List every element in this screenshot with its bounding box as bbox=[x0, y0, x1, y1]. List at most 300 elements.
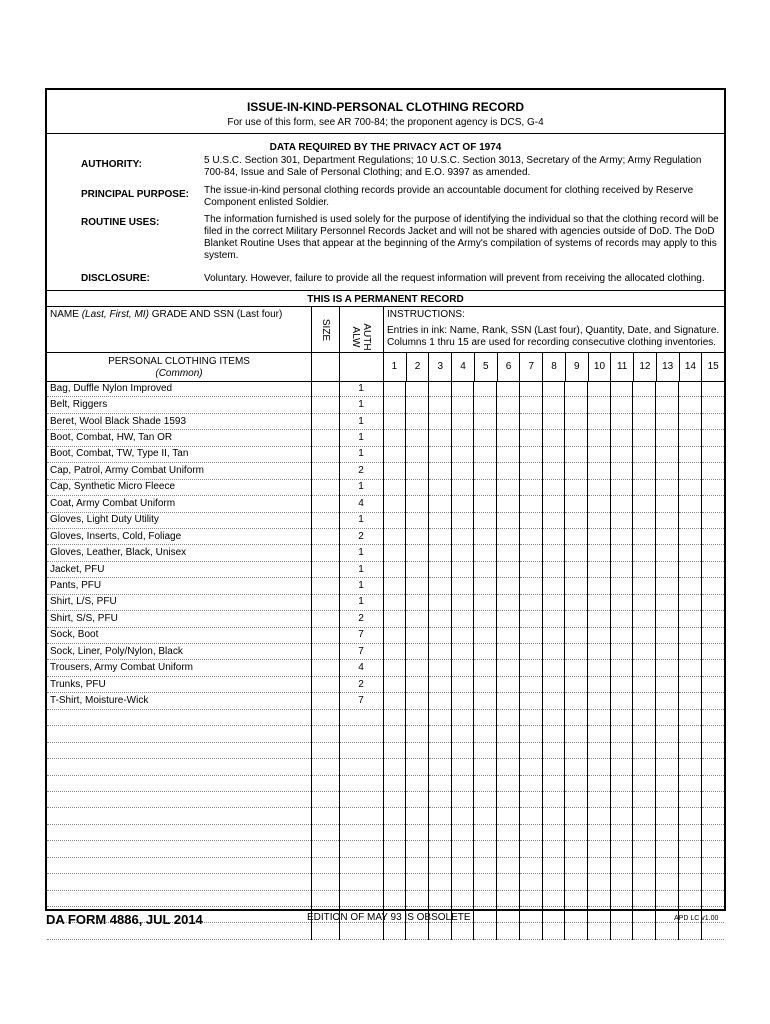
inventory-cell[interactable] bbox=[519, 463, 542, 479]
inventory-cell[interactable] bbox=[587, 545, 610, 561]
inventory-cell[interactable] bbox=[542, 890, 565, 906]
inventory-cell[interactable] bbox=[406, 627, 429, 643]
inventory-cell[interactable] bbox=[565, 693, 588, 709]
inventory-cell[interactable] bbox=[519, 775, 542, 791]
inventory-cell[interactable] bbox=[610, 676, 633, 692]
inventory-cell[interactable] bbox=[451, 611, 474, 627]
inventory-cell[interactable] bbox=[451, 857, 474, 873]
inventory-cell[interactable] bbox=[406, 381, 429, 397]
inventory-cell[interactable] bbox=[497, 742, 520, 758]
inventory-cell[interactable] bbox=[701, 857, 724, 873]
inventory-cell[interactable] bbox=[565, 463, 588, 479]
inventory-cell[interactable] bbox=[610, 923, 633, 939]
inventory-cell[interactable] bbox=[678, 446, 701, 462]
inventory-cell[interactable] bbox=[383, 561, 406, 577]
inventory-cell[interactable] bbox=[406, 430, 429, 446]
inventory-cell[interactable] bbox=[383, 874, 406, 890]
inventory-cell[interactable] bbox=[428, 857, 451, 873]
inventory-cell[interactable] bbox=[701, 413, 724, 429]
inventory-cell[interactable] bbox=[678, 528, 701, 544]
inventory-cell[interactable] bbox=[542, 775, 565, 791]
inventory-cell[interactable] bbox=[678, 890, 701, 906]
inventory-cell[interactable] bbox=[542, 512, 565, 528]
inventory-cell[interactable] bbox=[565, 759, 588, 775]
inventory-cell[interactable] bbox=[383, 824, 406, 840]
inventory-cell[interactable] bbox=[406, 578, 429, 594]
inventory-cell[interactable] bbox=[610, 841, 633, 857]
inventory-cell[interactable] bbox=[542, 907, 565, 923]
inventory-cell[interactable] bbox=[565, 397, 588, 413]
inventory-cell[interactable] bbox=[428, 874, 451, 890]
inventory-cell[interactable] bbox=[497, 775, 520, 791]
inventory-cell[interactable] bbox=[587, 726, 610, 742]
inventory-cell[interactable] bbox=[519, 561, 542, 577]
item-size-field[interactable] bbox=[311, 742, 339, 758]
inventory-cell[interactable] bbox=[497, 430, 520, 446]
inventory-cell[interactable] bbox=[565, 611, 588, 627]
inventory-cell[interactable] bbox=[474, 561, 497, 577]
inventory-cell[interactable] bbox=[428, 611, 451, 627]
inventory-cell[interactable] bbox=[678, 512, 701, 528]
inventory-cell[interactable] bbox=[656, 463, 679, 479]
inventory-cell[interactable] bbox=[610, 578, 633, 594]
inventory-cell[interactable] bbox=[428, 578, 451, 594]
item-size-field[interactable] bbox=[311, 545, 339, 561]
inventory-cell[interactable] bbox=[656, 660, 679, 676]
inventory-cell[interactable] bbox=[406, 874, 429, 890]
inventory-cell[interactable] bbox=[428, 709, 451, 725]
inventory-cell[interactable] bbox=[406, 561, 429, 577]
inventory-cell[interactable] bbox=[633, 742, 656, 758]
inventory-cell[interactable] bbox=[542, 791, 565, 807]
inventory-cell[interactable] bbox=[678, 857, 701, 873]
inventory-cell[interactable] bbox=[542, 627, 565, 643]
inventory-cell[interactable] bbox=[519, 660, 542, 676]
item-size-field[interactable] bbox=[311, 594, 339, 610]
inventory-cell[interactable] bbox=[633, 594, 656, 610]
inventory-cell[interactable] bbox=[406, 742, 429, 758]
inventory-cell[interactable] bbox=[610, 742, 633, 758]
inventory-cell[interactable] bbox=[497, 660, 520, 676]
inventory-cell[interactable] bbox=[519, 808, 542, 824]
inventory-cell[interactable] bbox=[519, 824, 542, 840]
inventory-cell[interactable] bbox=[633, 430, 656, 446]
inventory-cell[interactable] bbox=[587, 824, 610, 840]
inventory-cell[interactable] bbox=[678, 611, 701, 627]
inventory-cell[interactable] bbox=[474, 775, 497, 791]
inventory-cell[interactable] bbox=[633, 561, 656, 577]
inventory-cell[interactable] bbox=[565, 594, 588, 610]
inventory-cell[interactable] bbox=[497, 923, 520, 939]
inventory-cell[interactable] bbox=[565, 791, 588, 807]
inventory-cell[interactable] bbox=[610, 775, 633, 791]
inventory-cell[interactable] bbox=[633, 709, 656, 725]
inventory-cell[interactable] bbox=[428, 676, 451, 692]
inventory-cell[interactable] bbox=[542, 545, 565, 561]
inventory-cell[interactable] bbox=[542, 413, 565, 429]
inventory-cell[interactable] bbox=[633, 512, 656, 528]
inventory-cell[interactable] bbox=[678, 413, 701, 429]
inventory-cell[interactable] bbox=[701, 742, 724, 758]
inventory-cell[interactable] bbox=[383, 742, 406, 758]
inventory-cell[interactable] bbox=[406, 709, 429, 725]
item-size-field[interactable] bbox=[311, 676, 339, 692]
inventory-cell[interactable] bbox=[474, 890, 497, 906]
inventory-cell[interactable] bbox=[474, 545, 497, 561]
inventory-cell[interactable] bbox=[497, 381, 520, 397]
inventory-cell[interactable] bbox=[406, 611, 429, 627]
inventory-cell[interactable] bbox=[542, 660, 565, 676]
inventory-cell[interactable] bbox=[406, 528, 429, 544]
inventory-cell[interactable] bbox=[587, 857, 610, 873]
inventory-cell[interactable] bbox=[633, 857, 656, 873]
inventory-cell[interactable] bbox=[428, 824, 451, 840]
inventory-cell[interactable] bbox=[587, 413, 610, 429]
inventory-cell[interactable] bbox=[428, 545, 451, 561]
inventory-cell[interactable] bbox=[428, 923, 451, 939]
inventory-cell[interactable] bbox=[565, 512, 588, 528]
inventory-cell[interactable] bbox=[656, 397, 679, 413]
inventory-cell[interactable] bbox=[610, 463, 633, 479]
item-size-field[interactable] bbox=[311, 512, 339, 528]
inventory-cell[interactable] bbox=[451, 627, 474, 643]
inventory-cell[interactable] bbox=[497, 709, 520, 725]
inventory-cell[interactable] bbox=[587, 709, 610, 725]
inventory-cell[interactable] bbox=[656, 808, 679, 824]
inventory-cell[interactable] bbox=[542, 759, 565, 775]
inventory-cell[interactable] bbox=[474, 496, 497, 512]
item-size-field[interactable] bbox=[311, 890, 339, 906]
inventory-cell[interactable] bbox=[610, 857, 633, 873]
inventory-cell[interactable] bbox=[519, 709, 542, 725]
inventory-cell[interactable] bbox=[587, 611, 610, 627]
inventory-cell[interactable] bbox=[406, 644, 429, 660]
inventory-cell[interactable] bbox=[587, 660, 610, 676]
inventory-cell[interactable] bbox=[406, 890, 429, 906]
inventory-cell[interactable] bbox=[497, 413, 520, 429]
inventory-cell[interactable] bbox=[542, 644, 565, 660]
name-grade-ssn-label[interactable] bbox=[50, 309, 282, 321]
inventory-cell[interactable] bbox=[565, 726, 588, 742]
inventory-cell[interactable] bbox=[633, 660, 656, 676]
inventory-cell[interactable] bbox=[519, 578, 542, 594]
inventory-cell[interactable] bbox=[428, 693, 451, 709]
inventory-cell[interactable] bbox=[383, 791, 406, 807]
inventory-cell[interactable] bbox=[428, 660, 451, 676]
inventory-cell[interactable] bbox=[474, 824, 497, 840]
inventory-cell[interactable] bbox=[383, 413, 406, 429]
inventory-cell[interactable] bbox=[451, 528, 474, 544]
inventory-cell[interactable] bbox=[656, 791, 679, 807]
inventory-cell[interactable] bbox=[497, 791, 520, 807]
inventory-cell[interactable] bbox=[610, 709, 633, 725]
inventory-cell[interactable] bbox=[565, 578, 588, 594]
inventory-cell[interactable] bbox=[497, 676, 520, 692]
inventory-cell[interactable] bbox=[656, 726, 679, 742]
inventory-cell[interactable] bbox=[519, 890, 542, 906]
inventory-cell[interactable] bbox=[565, 660, 588, 676]
item-size-field[interactable] bbox=[311, 627, 339, 643]
inventory-cell[interactable] bbox=[610, 512, 633, 528]
inventory-cell[interactable] bbox=[474, 907, 497, 923]
inventory-cell[interactable] bbox=[519, 759, 542, 775]
inventory-cell[interactable] bbox=[678, 397, 701, 413]
inventory-cell[interactable] bbox=[633, 528, 656, 544]
inventory-cell[interactable] bbox=[701, 890, 724, 906]
inventory-cell[interactable] bbox=[383, 660, 406, 676]
inventory-cell[interactable] bbox=[587, 742, 610, 758]
inventory-cell[interactable] bbox=[610, 430, 633, 446]
inventory-cell[interactable] bbox=[474, 463, 497, 479]
inventory-cell[interactable] bbox=[587, 512, 610, 528]
inventory-cell[interactable] bbox=[656, 594, 679, 610]
inventory-cell[interactable] bbox=[542, 381, 565, 397]
inventory-cell[interactable] bbox=[451, 545, 474, 561]
inventory-cell[interactable] bbox=[474, 512, 497, 528]
inventory-cell[interactable] bbox=[474, 693, 497, 709]
inventory-cell[interactable] bbox=[542, 463, 565, 479]
inventory-cell[interactable] bbox=[701, 644, 724, 660]
inventory-cell[interactable] bbox=[701, 693, 724, 709]
inventory-cell[interactable] bbox=[678, 496, 701, 512]
inventory-cell[interactable] bbox=[565, 430, 588, 446]
inventory-cell[interactable] bbox=[633, 413, 656, 429]
inventory-cell[interactable] bbox=[656, 528, 679, 544]
inventory-cell[interactable] bbox=[678, 545, 701, 561]
inventory-cell[interactable] bbox=[701, 381, 724, 397]
inventory-cell[interactable] bbox=[474, 594, 497, 610]
inventory-cell[interactable] bbox=[701, 512, 724, 528]
inventory-cell[interactable] bbox=[656, 824, 679, 840]
inventory-cell[interactable] bbox=[678, 660, 701, 676]
inventory-cell[interactable] bbox=[519, 874, 542, 890]
inventory-cell[interactable] bbox=[383, 479, 406, 495]
inventory-cell[interactable] bbox=[451, 742, 474, 758]
inventory-cell[interactable] bbox=[497, 726, 520, 742]
inventory-cell[interactable] bbox=[519, 907, 542, 923]
inventory-cell[interactable] bbox=[656, 496, 679, 512]
inventory-cell[interactable] bbox=[610, 611, 633, 627]
inventory-cell[interactable] bbox=[610, 874, 633, 890]
inventory-cell[interactable] bbox=[497, 611, 520, 627]
inventory-cell[interactable] bbox=[633, 791, 656, 807]
inventory-cell[interactable] bbox=[497, 545, 520, 561]
inventory-cell[interactable] bbox=[565, 446, 588, 462]
inventory-cell[interactable] bbox=[451, 446, 474, 462]
inventory-cell[interactable] bbox=[565, 907, 588, 923]
inventory-cell[interactable] bbox=[406, 841, 429, 857]
inventory-cell[interactable] bbox=[610, 627, 633, 643]
inventory-cell[interactable] bbox=[633, 890, 656, 906]
inventory-cell[interactable] bbox=[678, 841, 701, 857]
inventory-cell[interactable] bbox=[587, 907, 610, 923]
inventory-cell[interactable] bbox=[497, 857, 520, 873]
inventory-cell[interactable] bbox=[519, 413, 542, 429]
inventory-cell[interactable] bbox=[678, 463, 701, 479]
inventory-cell[interactable] bbox=[701, 709, 724, 725]
inventory-cell[interactable] bbox=[633, 693, 656, 709]
inventory-cell[interactable] bbox=[451, 463, 474, 479]
inventory-cell[interactable] bbox=[656, 693, 679, 709]
inventory-cell[interactable] bbox=[519, 496, 542, 512]
inventory-cell[interactable] bbox=[587, 890, 610, 906]
inventory-cell[interactable] bbox=[497, 561, 520, 577]
inventory-cell[interactable] bbox=[519, 644, 542, 660]
inventory-cell[interactable] bbox=[428, 890, 451, 906]
inventory-cell[interactable] bbox=[383, 496, 406, 512]
item-size-field[interactable] bbox=[311, 397, 339, 413]
inventory-cell[interactable] bbox=[406, 446, 429, 462]
inventory-cell[interactable] bbox=[587, 528, 610, 544]
inventory-cell[interactable] bbox=[587, 775, 610, 791]
inventory-cell[interactable] bbox=[497, 627, 520, 643]
inventory-cell[interactable] bbox=[656, 578, 679, 594]
item-size-field[interactable] bbox=[311, 463, 339, 479]
inventory-cell[interactable] bbox=[610, 381, 633, 397]
inventory-cell[interactable] bbox=[633, 479, 656, 495]
inventory-cell[interactable] bbox=[610, 496, 633, 512]
inventory-cell[interactable] bbox=[610, 808, 633, 824]
inventory-cell[interactable] bbox=[701, 594, 724, 610]
inventory-cell[interactable] bbox=[383, 857, 406, 873]
inventory-cell[interactable] bbox=[656, 709, 679, 725]
inventory-cell[interactable] bbox=[474, 381, 497, 397]
inventory-cell[interactable] bbox=[678, 808, 701, 824]
inventory-cell[interactable] bbox=[701, 824, 724, 840]
inventory-cell[interactable] bbox=[701, 791, 724, 807]
inventory-cell[interactable] bbox=[565, 479, 588, 495]
inventory-cell[interactable] bbox=[701, 611, 724, 627]
inventory-cell[interactable] bbox=[406, 463, 429, 479]
inventory-cell[interactable] bbox=[383, 397, 406, 413]
inventory-cell[interactable] bbox=[406, 413, 429, 429]
inventory-cell[interactable] bbox=[542, 446, 565, 462]
inventory-cell[interactable] bbox=[451, 775, 474, 791]
inventory-cell[interactable] bbox=[656, 923, 679, 939]
inventory-cell[interactable] bbox=[587, 808, 610, 824]
inventory-cell[interactable] bbox=[542, 693, 565, 709]
inventory-cell[interactable] bbox=[565, 381, 588, 397]
inventory-cell[interactable] bbox=[587, 644, 610, 660]
inventory-cell[interactable] bbox=[565, 627, 588, 643]
inventory-cell[interactable] bbox=[587, 874, 610, 890]
inventory-cell[interactable] bbox=[519, 857, 542, 873]
inventory-cell[interactable] bbox=[610, 397, 633, 413]
inventory-cell[interactable] bbox=[633, 381, 656, 397]
inventory-cell[interactable] bbox=[633, 611, 656, 627]
inventory-cell[interactable] bbox=[474, 397, 497, 413]
inventory-cell[interactable] bbox=[565, 841, 588, 857]
inventory-cell[interactable] bbox=[587, 446, 610, 462]
inventory-cell[interactable] bbox=[587, 594, 610, 610]
inventory-cell[interactable] bbox=[474, 841, 497, 857]
inventory-cell[interactable] bbox=[451, 479, 474, 495]
inventory-cell[interactable] bbox=[451, 890, 474, 906]
inventory-cell[interactable] bbox=[678, 644, 701, 660]
inventory-cell[interactable] bbox=[406, 676, 429, 692]
inventory-cell[interactable] bbox=[610, 644, 633, 660]
inventory-cell[interactable] bbox=[587, 578, 610, 594]
item-size-field[interactable] bbox=[311, 644, 339, 660]
inventory-cell[interactable] bbox=[497, 874, 520, 890]
inventory-cell[interactable] bbox=[678, 430, 701, 446]
inventory-cell[interactable] bbox=[383, 693, 406, 709]
item-size-field[interactable] bbox=[311, 496, 339, 512]
inventory-cell[interactable] bbox=[542, 742, 565, 758]
inventory-cell[interactable] bbox=[497, 479, 520, 495]
inventory-cell[interactable] bbox=[656, 430, 679, 446]
inventory-cell[interactable] bbox=[701, 430, 724, 446]
inventory-cell[interactable] bbox=[542, 824, 565, 840]
inventory-cell[interactable] bbox=[587, 561, 610, 577]
inventory-cell[interactable] bbox=[633, 627, 656, 643]
inventory-cell[interactable] bbox=[451, 923, 474, 939]
inventory-cell[interactable] bbox=[656, 413, 679, 429]
inventory-cell[interactable] bbox=[587, 430, 610, 446]
inventory-cell[interactable] bbox=[656, 627, 679, 643]
inventory-cell[interactable] bbox=[633, 824, 656, 840]
inventory-cell[interactable] bbox=[701, 874, 724, 890]
inventory-cell[interactable] bbox=[587, 791, 610, 807]
inventory-cell[interactable] bbox=[474, 578, 497, 594]
inventory-cell[interactable] bbox=[474, 923, 497, 939]
inventory-cell[interactable] bbox=[656, 775, 679, 791]
item-size-field[interactable] bbox=[311, 874, 339, 890]
inventory-cell[interactable] bbox=[428, 561, 451, 577]
inventory-cell[interactable] bbox=[542, 561, 565, 577]
inventory-cell[interactable] bbox=[678, 594, 701, 610]
inventory-cell[interactable] bbox=[610, 824, 633, 840]
inventory-cell[interactable] bbox=[519, 594, 542, 610]
inventory-cell[interactable] bbox=[497, 890, 520, 906]
item-size-field[interactable] bbox=[311, 923, 339, 939]
inventory-cell[interactable] bbox=[565, 775, 588, 791]
inventory-cell[interactable] bbox=[542, 709, 565, 725]
inventory-cell[interactable] bbox=[474, 479, 497, 495]
inventory-cell[interactable] bbox=[428, 644, 451, 660]
inventory-cell[interactable] bbox=[587, 397, 610, 413]
inventory-cell[interactable] bbox=[428, 528, 451, 544]
inventory-cell[interactable] bbox=[428, 496, 451, 512]
inventory-cell[interactable] bbox=[701, 726, 724, 742]
inventory-cell[interactable] bbox=[610, 660, 633, 676]
inventory-cell[interactable] bbox=[428, 627, 451, 643]
inventory-cell[interactable] bbox=[542, 841, 565, 857]
inventory-cell[interactable] bbox=[610, 726, 633, 742]
inventory-cell[interactable] bbox=[656, 561, 679, 577]
inventory-cell[interactable] bbox=[610, 528, 633, 544]
inventory-cell[interactable] bbox=[678, 759, 701, 775]
inventory-cell[interactable] bbox=[633, 841, 656, 857]
inventory-cell[interactable] bbox=[497, 693, 520, 709]
inventory-cell[interactable] bbox=[451, 759, 474, 775]
inventory-cell[interactable] bbox=[383, 890, 406, 906]
inventory-cell[interactable] bbox=[474, 676, 497, 692]
inventory-cell[interactable] bbox=[519, 841, 542, 857]
inventory-cell[interactable] bbox=[542, 874, 565, 890]
inventory-cell[interactable] bbox=[633, 644, 656, 660]
inventory-cell[interactable] bbox=[656, 759, 679, 775]
inventory-cell[interactable] bbox=[428, 381, 451, 397]
inventory-cell[interactable] bbox=[565, 528, 588, 544]
inventory-cell[interactable] bbox=[451, 874, 474, 890]
inventory-cell[interactable] bbox=[383, 528, 406, 544]
inventory-cell[interactable] bbox=[406, 545, 429, 561]
inventory-cell[interactable] bbox=[587, 381, 610, 397]
inventory-cell[interactable] bbox=[428, 446, 451, 462]
inventory-cell[interactable] bbox=[451, 841, 474, 857]
inventory-cell[interactable] bbox=[406, 397, 429, 413]
